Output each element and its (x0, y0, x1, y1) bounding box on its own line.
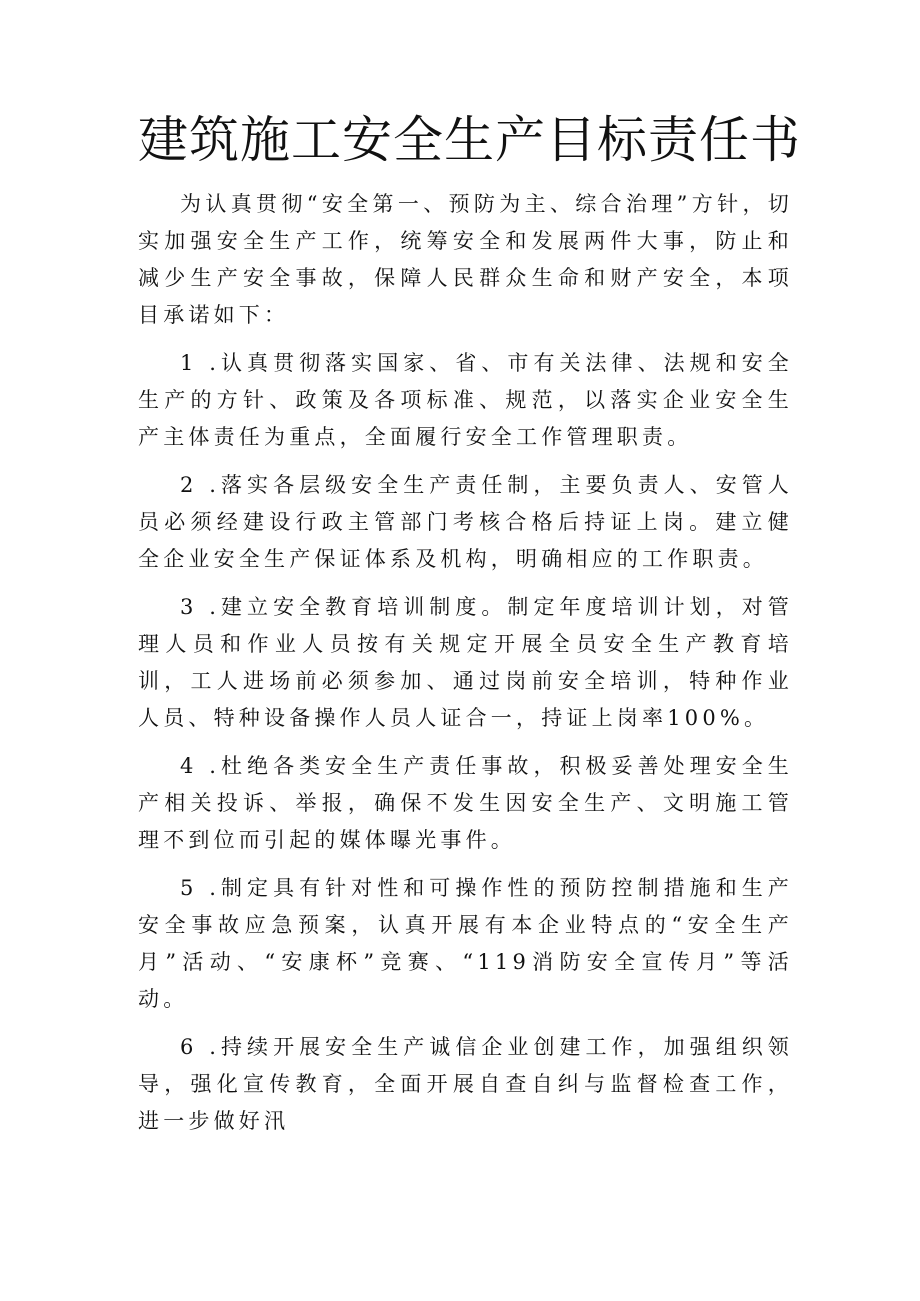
intro-paragraph: 为认真贯彻“安全第一、预防为主、综合治理”方针，切实加强安全生产工作，统筹安全和发展两件大事，防止和减少生产安全事故，保障人民群众生命和财产安全，本项目承诺如下： (138, 192, 793, 327)
list-item: 5 .制定具有针对性和可操作性的预防控制措施和生产安全事故应急预案，认真开展有本企业特点的“安全生产月”活动、“安康杯”竞赛、“119消防安全宣传月”等活动。 (138, 876, 793, 1011)
list-item: 2 .落实各层级安全生产责任制，主要负责人、安管人员必须经建设行政主管部门考核合格后持证上岗。建立健全企业安全生产保证体系及机构，明确相应的工作职责。 (138, 473, 793, 571)
list-item: 6 .持续开展安全生产诚信企业创建工作，加强组织领导，强化宣传教育，全面开展自查自纠与监督检查工作，进一步做好汛 (138, 1035, 793, 1133)
document-page (138, 108, 801, 1140)
list-item: 4 .杜绝各类安全生产责任事故，积极妥善处理安全生产相关投诉、举报，确保不发生因安全生产、文明施工管理不到位而引起的媒体曝光事件。 (138, 754, 793, 852)
list-item: 3 .建立安全教育培训制度。制定年度培训计划，对管理人员和作业人员按有关规定开展全员安全生产教育培训，工人进场前必须参加、通过岗前安全培训，特种作业人员、特种设备操作人员人证合一，持证上岗率100%。 (138, 595, 793, 730)
list-item: 1 .认真贯彻落实国家、省、市有关法律、法规和安全生产的方针、政策及各项标准、规范，以落实企业安全生产主体责任为重点，全面履行安全工作管理职责。 (138, 351, 793, 449)
document-title: 建筑施工安全生产目标责任书 (138, 111, 801, 169)
